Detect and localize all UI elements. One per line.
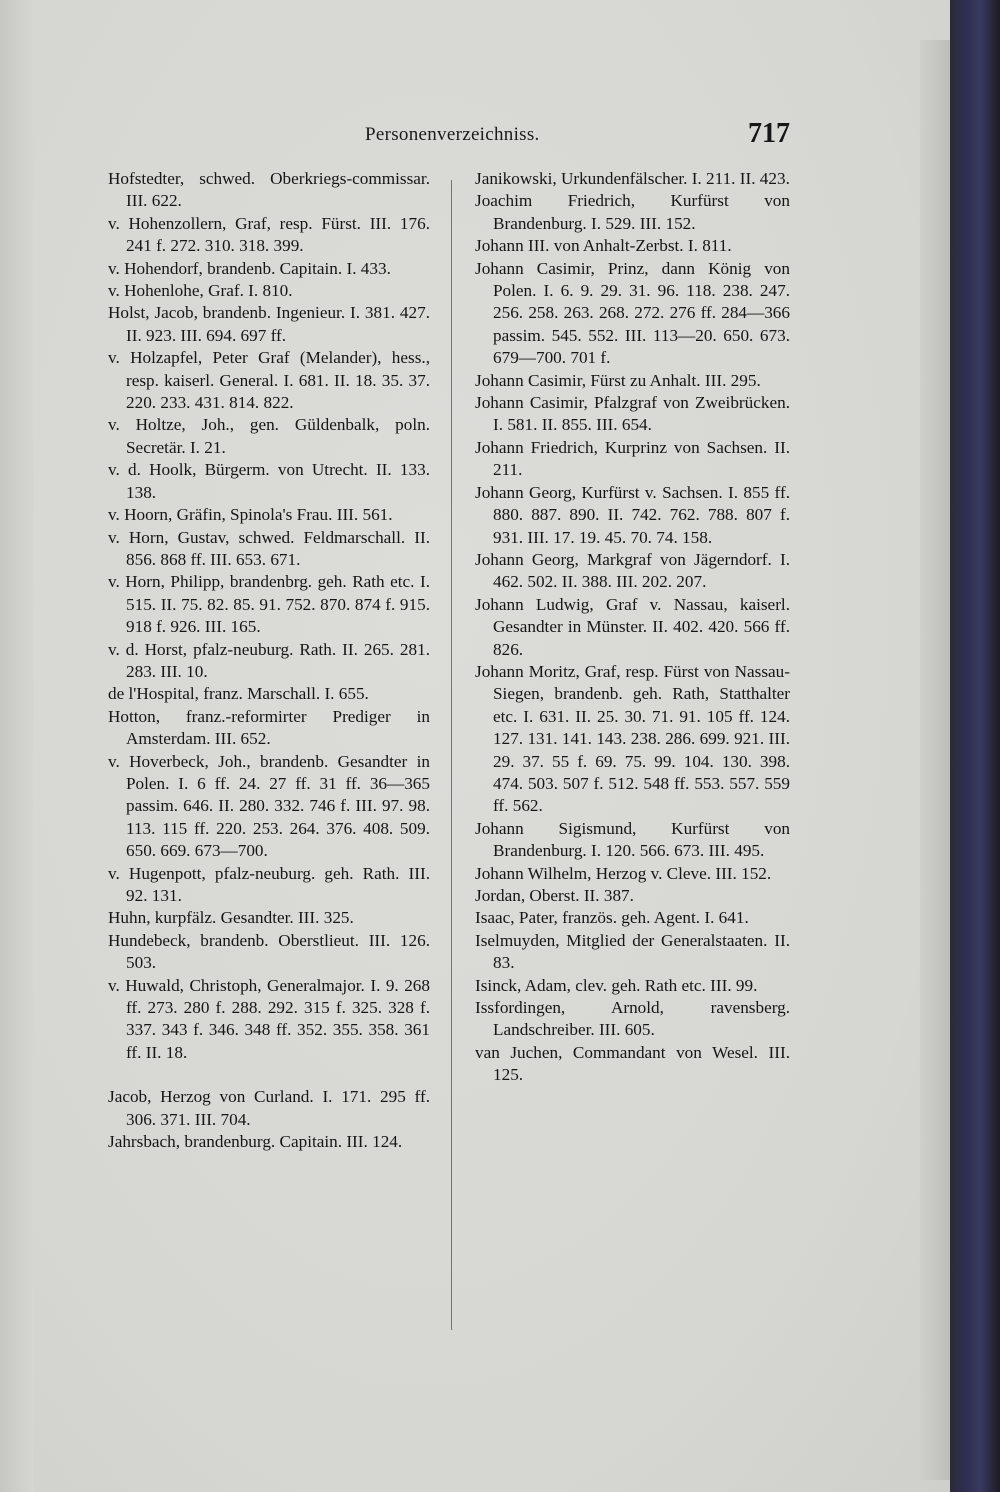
index-column-right	[475, 168, 790, 1087]
index-entry: Johann Sigismund, Kurfürst von Brandenburg. I. 120. 566. 673. III. 495.	[475, 818, 790, 861]
index-entry: Johann III. von Anhalt-Zerbst. I. 811.	[475, 236, 732, 256]
index-entry: v. Huwald, Christoph, Generalmajor. I. 9. 268 ff. 273. 280 f. 288. 292. 315 f. 325. 328 f. 337. 343 f. 346. 348 ff. 352. 355. 358. 361 ff. II. 18.	[108, 975, 430, 1062]
index-entry: Johann Georg, Kurfürst v. Sachsen. I. 855 ff. 880. 887. 890. II. 742. 762. 788. 807 f. 931. III. 17. 19. 45. 70. 74. 158.	[475, 482, 790, 547]
index-entry: Hotton, franz.-reformirter Prediger in Amsterdam. III. 652.	[108, 706, 430, 749]
column-rule	[451, 180, 452, 1330]
index-entry: v. Holtze, Joh., gen. Güldenbalk, poln. Secretär. I. 21.	[108, 415, 430, 457]
index-entry: v. d. Horst, pfalz-neuburg. Rath. II. 265. 281. 283. III. 10.	[108, 639, 430, 681]
index-entry: Jacob, Herzog von Curland. I. 171. 295 ff. 306. 371. III. 704.	[108, 1087, 430, 1129]
index-entry: Holst, Jacob, brandenb. Ingenieur. I. 381. 427. II. 923. III. 694. 697 ff.	[108, 303, 430, 345]
index-entry: v. Horn, Philipp, brandenbrg. geh. Rath etc. I. 515. II. 75. 82. 85. 91. 752. 870. 874 f. 915. 918 f. 926. III. 165.	[108, 572, 430, 637]
index-entry: Johann Friedrich, Kurprinz von Sachsen. II. 211.	[475, 437, 790, 480]
index-entry: de l'Hospital, franz. Marschall. I. 655.	[108, 684, 369, 704]
running-title: Personenverzeichniss.	[365, 124, 540, 145]
index-entry: Johann Casimir, Pfalzgraf von Zweibrücken. I. 581. II. 855. III. 654.	[475, 393, 790, 435]
index-entry: Jahrsbach, brandenburg. Capitain. III. 124.	[108, 1132, 403, 1152]
index-entry: v. Hoverbeck, Joh., brandenb. Gesandter in Polen. I. 6 ff. 24. 27 ff. 31 ff. 36—365 passim. 646. II. 280. 332. 746 f. III. 97. 98. 113. 115 ff. 220. 253. 264. 376. 408. 509. 650. 669. 673—700.	[108, 751, 430, 861]
page-edge-shadow	[920, 40, 952, 1480]
index-entry: Johann Casimir, Fürst zu Anhalt. III. 295.	[475, 370, 761, 390]
index-entry: Johann Casimir, Prinz, dann König von Polen. I. 6. 9. 29. 31. 96. 118. 238. 247. 256. 258. 263. 268. 272. 276 ff. 284—366 passim. 545. 552. III. 113—20. 650. 673. 679—700. 701 f.	[475, 258, 790, 368]
book-cover-edge	[950, 0, 1000, 1492]
index-entry: Jordan, Oberst. II. 387.	[475, 886, 634, 905]
index-entry: Johann Georg, Markgraf von Jägerndorf. I. 462. 502. II. 388. III. 202. 207.	[475, 549, 790, 592]
index-entry: Issfordingen, Arnold, ravensberg. Landschreiber. III. 605.	[475, 998, 790, 1040]
running-header	[110, 118, 790, 154]
index-entry: Huhn, kurpfälz. Gesandter. III. 325.	[108, 908, 354, 928]
index-entry: Janikowski, Urkundenfälscher. I. 211. II. 423.	[475, 169, 790, 188]
index-entry: v. Holzapfel, Peter Graf (Melander), hess., resp. kaiserl. General. I. 681. II. 18. 35. 37. 220. 233. 431. 814. 822.	[108, 348, 430, 413]
index-entry: v. Hohenzollern, Graf, resp. Fürst. III. 176. 241 f. 272. 310. 318. 399.	[108, 213, 430, 256]
index-entry: v. Hoorn, Gräfin, Spinola's Frau. III. 561.	[108, 505, 393, 525]
index-entry: Iselmuyden, Mitglied der Generalstaaten. II. 83.	[475, 930, 790, 973]
index-entry: Joachim Friedrich, Kurfürst von Brandenburg. I. 529. III. 152.	[475, 191, 790, 233]
index-entry: Isaac, Pater, französ. geh. Agent. I. 641.	[475, 908, 749, 928]
index-entry: van Juchen, Commandant von Wesel. III. 125.	[475, 1042, 790, 1085]
index-entry: Johann Wilhelm, Herzog v. Cleve. III. 152.	[475, 863, 772, 883]
index-entry: v. Hohenlohe, Graf. I. 810.	[108, 281, 293, 301]
index-entry: Johann Ludwig, Graf v. Nassau, kaiserl. Gesandter in Münster. II. 402. 420. 566 ff. 826.	[475, 594, 790, 659]
index-entry: Hofstedter, schwed. Oberkriegs-commissar. III. 622.	[108, 169, 430, 211]
index-entry: v. Hugenpott, pfalz-neuburg. geh. Rath. III. 92. 131.	[108, 863, 430, 905]
index-entry: v. d. Hoolk, Bürgerm. von Utrecht. II. 133. 138.	[108, 460, 430, 502]
index-entry: v. Hohendorf, brandenb. Capitain. I. 433.	[108, 258, 391, 278]
index-entry: Hundebeck, brandenb. Oberstlieut. III. 126. 503.	[108, 930, 430, 973]
page-number: 717	[748, 118, 790, 149]
index-entry: Johann Moritz, Graf, resp. Fürst von Nassau-Siegen, brandenb. geh. Rath, Statthalter etc. I. 631. II. 25. 30. 71. 91. 105 ff. 124. 127. 131. 141. 143. 238. 286. 699. 921. III. 29. 37. 55 f. 69. 75. 99. 104. 130. 398. 474. 503. 507 f. 512. 548 ff. 553. 557. 559 ff. 562.	[475, 661, 790, 816]
page-gutter	[0, 0, 34, 1492]
index-column-left	[108, 168, 430, 1153]
index-entry: v. Horn, Gustav, schwed. Feldmarschall. II. 856. 868 ff. III. 653. 671.	[108, 527, 430, 569]
index-entry: Isinck, Adam, clev. geh. Rath etc. III. 99.	[475, 975, 758, 995]
